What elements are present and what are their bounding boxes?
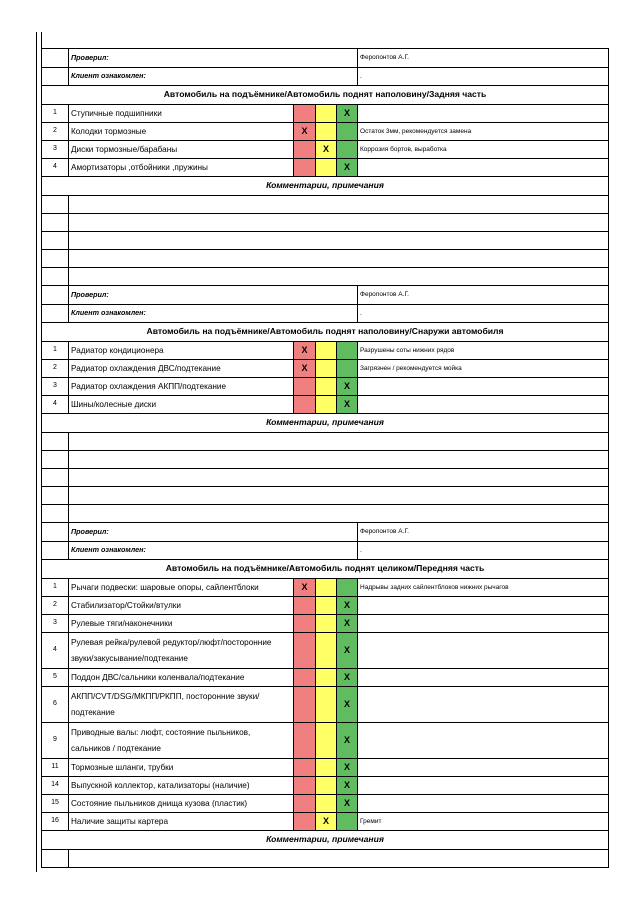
status-yellow-cell xyxy=(316,669,337,687)
inspector-name: Феропонтов А.Г. xyxy=(358,49,609,68)
item-note xyxy=(358,615,609,633)
client-label: Клиент ознакомлен: xyxy=(69,542,358,560)
item-label: Шины/колесные диски xyxy=(69,396,294,414)
row-number: 4 xyxy=(42,159,69,177)
status-red-cell xyxy=(294,687,316,723)
status-green-cell xyxy=(337,141,358,159)
status-yellow-cell xyxy=(316,615,337,633)
item-label: Колодки тормозные xyxy=(69,123,294,141)
table-row xyxy=(42,759,609,777)
status-red-cell xyxy=(294,759,316,777)
row-number: 2 xyxy=(42,597,69,615)
status-green-cell xyxy=(337,360,358,378)
status-yellow-cell xyxy=(316,597,337,615)
item-label: Амортизаторы ,отбойники ,пружины xyxy=(69,159,294,177)
item-label: Рычаги подвески: шаровые опоры, сайлентблоки xyxy=(69,579,294,597)
comment-line xyxy=(42,451,609,469)
item-label: Наличие защиты картера xyxy=(69,813,294,831)
row-number: 1 xyxy=(42,579,69,597)
client-value: . xyxy=(358,542,609,560)
status-yellow-cell xyxy=(316,687,337,723)
item-note xyxy=(358,687,609,723)
status-green-cell: X xyxy=(337,597,358,615)
table-row xyxy=(42,159,609,177)
status-red-cell xyxy=(294,141,316,159)
row-number: 3 xyxy=(42,615,69,633)
table-row xyxy=(42,342,609,360)
status-yellow-cell: X xyxy=(316,141,337,159)
client-value: . xyxy=(358,68,609,86)
section-title-row xyxy=(42,323,609,342)
status-red-cell: X xyxy=(294,360,316,378)
status-red-cell xyxy=(294,378,316,396)
section-title-rear: Автомобиль на подъёмнике/Автомобиль поднят наполовину/Задняя часть xyxy=(42,86,609,105)
row-number: 2 xyxy=(42,360,69,378)
table-row xyxy=(42,360,609,378)
item-label: Тормозные шланги, трубки xyxy=(69,759,294,777)
status-red-cell xyxy=(294,396,316,414)
item-label: Ступичные подшипники xyxy=(69,105,294,123)
table-row xyxy=(42,687,609,723)
item-label: Радиатор охлаждения ДВС/подтекание xyxy=(69,360,294,378)
row-number: 1 xyxy=(42,342,69,360)
item-label: Радиатор охлаждения АКПП/подтекание xyxy=(69,378,294,396)
status-red-cell xyxy=(294,615,316,633)
item-note xyxy=(358,159,609,177)
status-red-cell xyxy=(294,795,316,813)
item-label: Состояние пыльников днища кузова (пластик) xyxy=(69,795,294,813)
status-yellow-cell xyxy=(316,723,337,759)
item-note xyxy=(358,759,609,777)
comment-line xyxy=(42,196,609,214)
status-green-cell xyxy=(337,123,358,141)
item-label: АКПП/CVT/DSG/МКПП/РКПП, посторонние звуки/ подтекание xyxy=(69,687,294,723)
table-row xyxy=(42,813,609,831)
item-note: Гремит xyxy=(358,813,609,831)
row-number: 6 xyxy=(42,687,69,723)
comment-line xyxy=(42,214,609,232)
item-note xyxy=(358,669,609,687)
item-label: Рулевые тяги/наконечники xyxy=(69,615,294,633)
row-number: 3 xyxy=(42,141,69,159)
item-note xyxy=(358,378,609,396)
signature-row-checked xyxy=(42,523,609,542)
table-row xyxy=(42,141,609,159)
item-note xyxy=(358,396,609,414)
row-number: 4 xyxy=(42,633,69,669)
table-row xyxy=(42,795,609,813)
table-row xyxy=(42,615,609,633)
status-green-cell: X xyxy=(337,633,358,669)
item-label: Выпускной коллектор, катализаторы (наличие) xyxy=(69,777,294,795)
item-note xyxy=(358,633,609,669)
status-red-cell xyxy=(294,633,316,669)
comments-header-row xyxy=(42,414,609,433)
item-note xyxy=(358,795,609,813)
table-row xyxy=(42,777,609,795)
comment-line xyxy=(42,433,609,451)
status-green-cell xyxy=(337,579,358,597)
status-yellow-cell xyxy=(316,579,337,597)
comments-header-row xyxy=(42,831,609,850)
status-yellow-cell: X xyxy=(316,813,337,831)
row-number: 15 xyxy=(42,795,69,813)
comment-line xyxy=(42,469,609,487)
status-yellow-cell xyxy=(316,396,337,414)
comments-title: Комментарии, примечания xyxy=(42,831,609,850)
status-green-cell: X xyxy=(337,669,358,687)
row-number: 1 xyxy=(42,105,69,123)
row-number: 4 xyxy=(42,396,69,414)
table-row xyxy=(42,669,609,687)
status-green-cell: X xyxy=(337,159,358,177)
item-note xyxy=(358,723,609,759)
status-red-cell: X xyxy=(294,123,316,141)
comment-line xyxy=(42,250,609,268)
status-red-cell xyxy=(294,669,316,687)
comment-line xyxy=(42,505,609,523)
row-number: 9 xyxy=(42,723,69,759)
status-green-cell: X xyxy=(337,723,358,759)
status-red-cell xyxy=(294,777,316,795)
status-yellow-cell xyxy=(316,342,337,360)
comment-line xyxy=(42,232,609,250)
signature-row-checked xyxy=(42,286,609,305)
item-label: Радиатор кондиционера xyxy=(69,342,294,360)
client-value: . xyxy=(358,305,609,323)
table-row xyxy=(42,105,609,123)
status-yellow-cell xyxy=(316,378,337,396)
status-yellow-cell xyxy=(316,123,337,141)
status-green-cell: X xyxy=(337,777,358,795)
status-yellow-cell xyxy=(316,105,337,123)
checked-label: Проверил: xyxy=(69,49,358,68)
item-note xyxy=(358,105,609,123)
signature-row-client xyxy=(42,305,609,323)
row-number: 14 xyxy=(42,777,69,795)
table-row xyxy=(42,396,609,414)
table-row xyxy=(42,597,609,615)
inspection-sheet xyxy=(41,48,608,868)
section-title-front: Автомобиль на подъёмнике/Автомобиль поднят целиком/Передняя часть xyxy=(42,560,609,579)
checked-label: Проверил: xyxy=(69,286,358,305)
comments-title: Комментарии, примечания xyxy=(42,414,609,433)
status-yellow-cell xyxy=(316,159,337,177)
client-label: Клиент ознакомлен: xyxy=(69,68,358,86)
signature-row-checked xyxy=(42,49,609,68)
section-title-outside: Автомобиль на подъёмнике/Автомобиль поднят наполовину/Снаружи автомобиля xyxy=(42,323,609,342)
item-note xyxy=(358,597,609,615)
status-yellow-cell xyxy=(316,759,337,777)
section-title-row xyxy=(42,560,609,579)
item-note: Разрушены соты нижних рядов xyxy=(358,342,609,360)
table-row xyxy=(42,633,609,669)
item-note xyxy=(358,777,609,795)
item-note: Надрывы задних сайлентблоков нижних рычагов xyxy=(358,579,609,597)
table-row xyxy=(42,123,609,141)
signature-row-client xyxy=(42,542,609,560)
status-red-cell xyxy=(294,813,316,831)
status-red-cell xyxy=(294,105,316,123)
status-yellow-cell xyxy=(316,777,337,795)
row-number: 16 xyxy=(42,813,69,831)
row-number: 3 xyxy=(42,378,69,396)
status-yellow-cell xyxy=(316,633,337,669)
table-row xyxy=(42,378,609,396)
status-green-cell xyxy=(337,342,358,360)
comment-line xyxy=(42,268,609,286)
item-label: Поддон ДВС/сальники коленвала/подтекание xyxy=(69,669,294,687)
item-note: Загрязнен / рекомендуется мойка xyxy=(358,360,609,378)
row-number: 5 xyxy=(42,669,69,687)
status-red-cell: X xyxy=(294,342,316,360)
status-yellow-cell xyxy=(316,360,337,378)
comment-line xyxy=(42,850,609,868)
inspector-name: Феропонтов А.Г. xyxy=(358,286,609,305)
status-green-cell: X xyxy=(337,795,358,813)
table-row xyxy=(42,579,609,597)
inspector-name: Феропонтов А.Г. xyxy=(358,523,609,542)
status-red-cell: X xyxy=(294,579,316,597)
status-green-cell: X xyxy=(337,105,358,123)
signature-row-client xyxy=(42,68,609,86)
status-green-cell: X xyxy=(337,687,358,723)
comments-title: Комментарии, примечания xyxy=(42,177,609,196)
row-number: 11 xyxy=(42,759,69,777)
item-label: Стабилизатор/Стойки/втулки xyxy=(69,597,294,615)
section-title-row xyxy=(42,86,609,105)
comments-header-row xyxy=(42,177,609,196)
item-label: Приводные валы: люфт, состояние пыльников, сальников / подтекание xyxy=(69,723,294,759)
status-green-cell: X xyxy=(337,396,358,414)
checked-label: Проверил: xyxy=(69,523,358,542)
status-green-cell: X xyxy=(337,615,358,633)
inspection-table xyxy=(41,48,609,868)
item-note: Коррозия бортов, выработка xyxy=(358,141,609,159)
item-label: Рулевая рейка/рулевой редуктор/люфт/посторонние звуки/закусывание/подтекание xyxy=(69,633,294,669)
client-label: Клиент ознакомлен: xyxy=(69,305,358,323)
status-yellow-cell xyxy=(316,795,337,813)
status-red-cell xyxy=(294,723,316,759)
comment-line xyxy=(42,487,609,505)
status-red-cell xyxy=(294,159,316,177)
status-green-cell: X xyxy=(337,759,358,777)
table-row xyxy=(42,723,609,759)
status-green-cell: X xyxy=(337,378,358,396)
row-number: 2 xyxy=(42,123,69,141)
status-green-cell xyxy=(337,813,358,831)
item-note: Остаток 3мм, рекомендуется замена xyxy=(358,123,609,141)
page-border-left-outer xyxy=(36,32,37,872)
status-red-cell xyxy=(294,597,316,615)
item-label: Диски тормозные/барабаны xyxy=(69,141,294,159)
